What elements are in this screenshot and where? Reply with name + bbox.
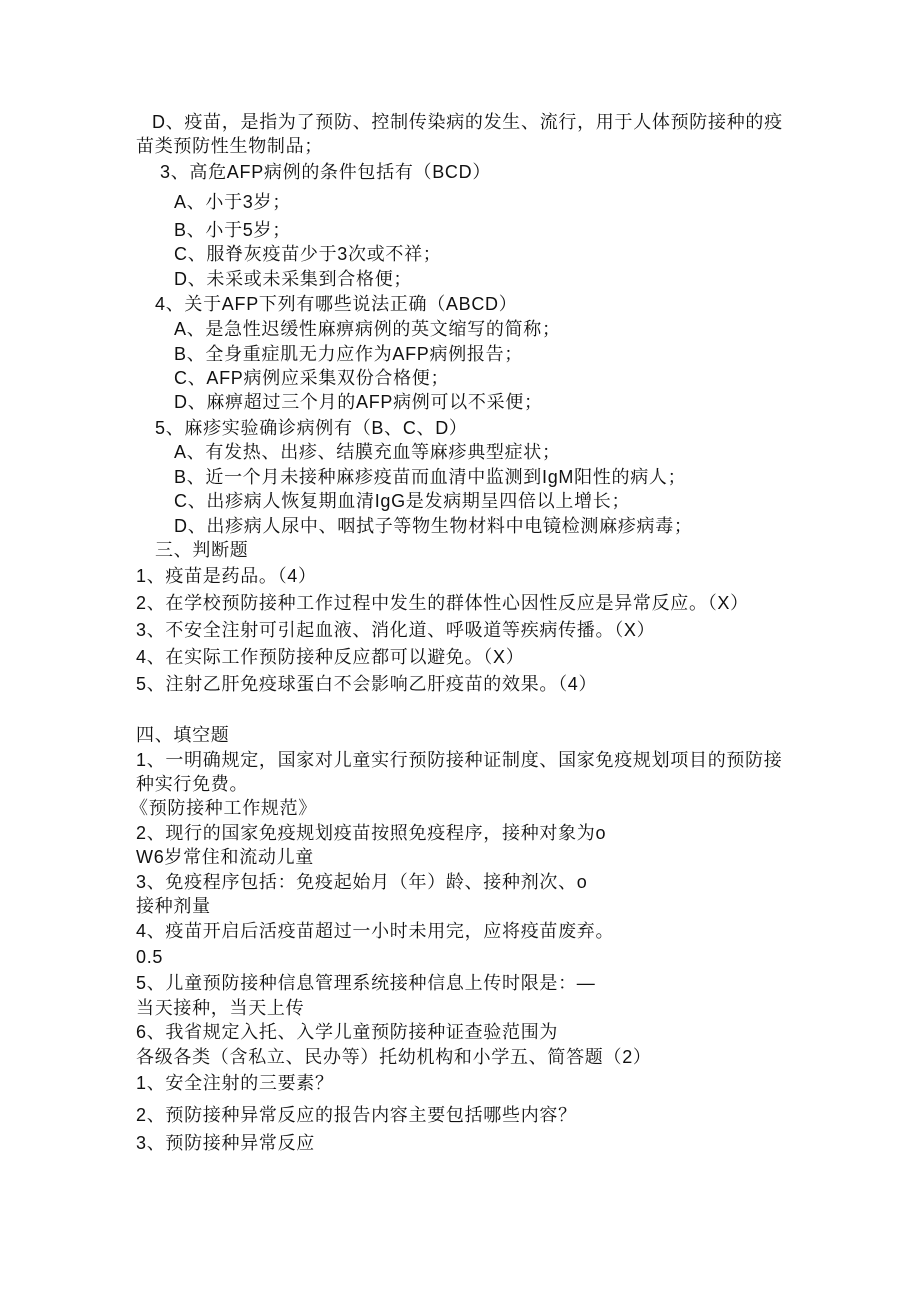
fill-blank-line: 3、免疫程序包括：免疫起始月（年）龄、接种剂次、o xyxy=(136,872,588,892)
true-false-heading: 三、判断题 xyxy=(155,540,249,560)
fill-blank-line: 种实行免费。 xyxy=(136,774,249,794)
fill-blank-line: 5、儿童预防接种信息管理系统接种信息上传时限是：— xyxy=(136,973,596,993)
q4-option-b: B、全身重症肌无力应作为AFP病例报告； xyxy=(174,344,524,364)
fill-blank-heading: 四、填空题 xyxy=(136,725,230,745)
short-answer-item-2: 2、预防接种异常反应的报告内容主要包括哪些内容？ xyxy=(136,1105,577,1125)
q5-option-c: C、出疹病人恢复期血清IgG是发病期呈四倍以上增长； xyxy=(174,491,631,511)
q2-option-d-line2: 苗类预防性生物制品； xyxy=(136,136,323,156)
q2-option-d-line1: D、疫苗，是指为了预防、控制传染病的发生、流行，用于人体预防接种的疫 xyxy=(152,112,783,132)
q5-stem: 5、麻疹实验确诊病例有（B、C、D） xyxy=(155,418,468,438)
fill-blank-line: 2、现行的国家免疫规划疫苗按照免疫程序，接种对象为o xyxy=(136,823,607,843)
true-false-item-4: 4、在实际工作预防接种反应都可以避免。（X） xyxy=(136,647,525,667)
true-false-item-1: 1、疫苗是药品。（4） xyxy=(136,566,317,586)
q3-option-a: A、小于3岁； xyxy=(174,192,291,212)
q4-stem: 4、关于AFP下列有哪些说法正确（ABCD） xyxy=(155,294,518,314)
fill-blank-line: 6、我省规定入托、入学儿童预防接种证查验范围为 xyxy=(136,1022,559,1042)
q4-option-a: A、是急性迟缓性麻痹病例的英文缩写的简称； xyxy=(174,319,561,339)
true-false-item-2: 2、在学校预防接种工作过程中发生的群体性心因性反应是异常反应。（X） xyxy=(136,593,749,613)
q5-option-b: B、近一个月未接种麻疹疫苗而血清中监测到IgM阳性的病人； xyxy=(174,467,687,487)
fill-blank-answer: 当天接种，当天上传 xyxy=(136,998,305,1018)
short-answer-item-3: 3、预防接种异常反应 xyxy=(136,1133,316,1153)
true-false-item-5: 5、注射乙肝免疫球蛋白不会影响乙肝疫苗的效果。（4） xyxy=(136,674,598,694)
fill-blank-answer: 《预防接种工作规范》 xyxy=(130,798,317,818)
q4-option-d: D、麻痹超过三个月的AFP病例可以不采便； xyxy=(174,392,543,412)
q3-stem: 3、高危AFP病例的条件包括有（BCD） xyxy=(160,162,492,182)
q3-option-d: D、未采或未采集到合格便； xyxy=(174,269,413,289)
q4-option-c: C、AFP病例应采集双份合格便； xyxy=(174,368,450,388)
q3-option-c: C、服脊灰疫苗少于3次或不祥； xyxy=(174,244,442,264)
q3-option-b: B、小于5岁； xyxy=(174,220,291,240)
fill-blank-answer: 0.5 xyxy=(136,947,164,967)
q5-option-a: A、有发热、出疹、结膜充血等麻疹典型症状； xyxy=(174,442,561,462)
fill-blank-answer: 接种剂量 xyxy=(136,896,211,916)
fill-blank-line: 4、疫苗开启后活疫苗超过一小时未用完，应将疫苗废弃。 xyxy=(136,921,615,941)
fill-blank-line: 1、一明确规定，国家对儿童实行预防接种证制度、国家免疫规划项目的预防接 xyxy=(136,750,783,770)
fill-blank-answer: 各级各类（含私立、民办等）托幼机构和小学五、简答题（2） xyxy=(136,1047,652,1067)
q5-option-d: D、出疹病人尿中、咽拭子等物生物材料中电镜检测麻疹病毒； xyxy=(174,516,693,536)
true-false-item-3: 3、不安全注射可引起血液、消化道、呼吸道等疾病传播。（X） xyxy=(136,620,656,640)
fill-blank-answer: W6岁常住和流动儿童 xyxy=(136,847,314,867)
short-answer-item-1: 1、安全注射的三要素？ xyxy=(136,1073,334,1093)
